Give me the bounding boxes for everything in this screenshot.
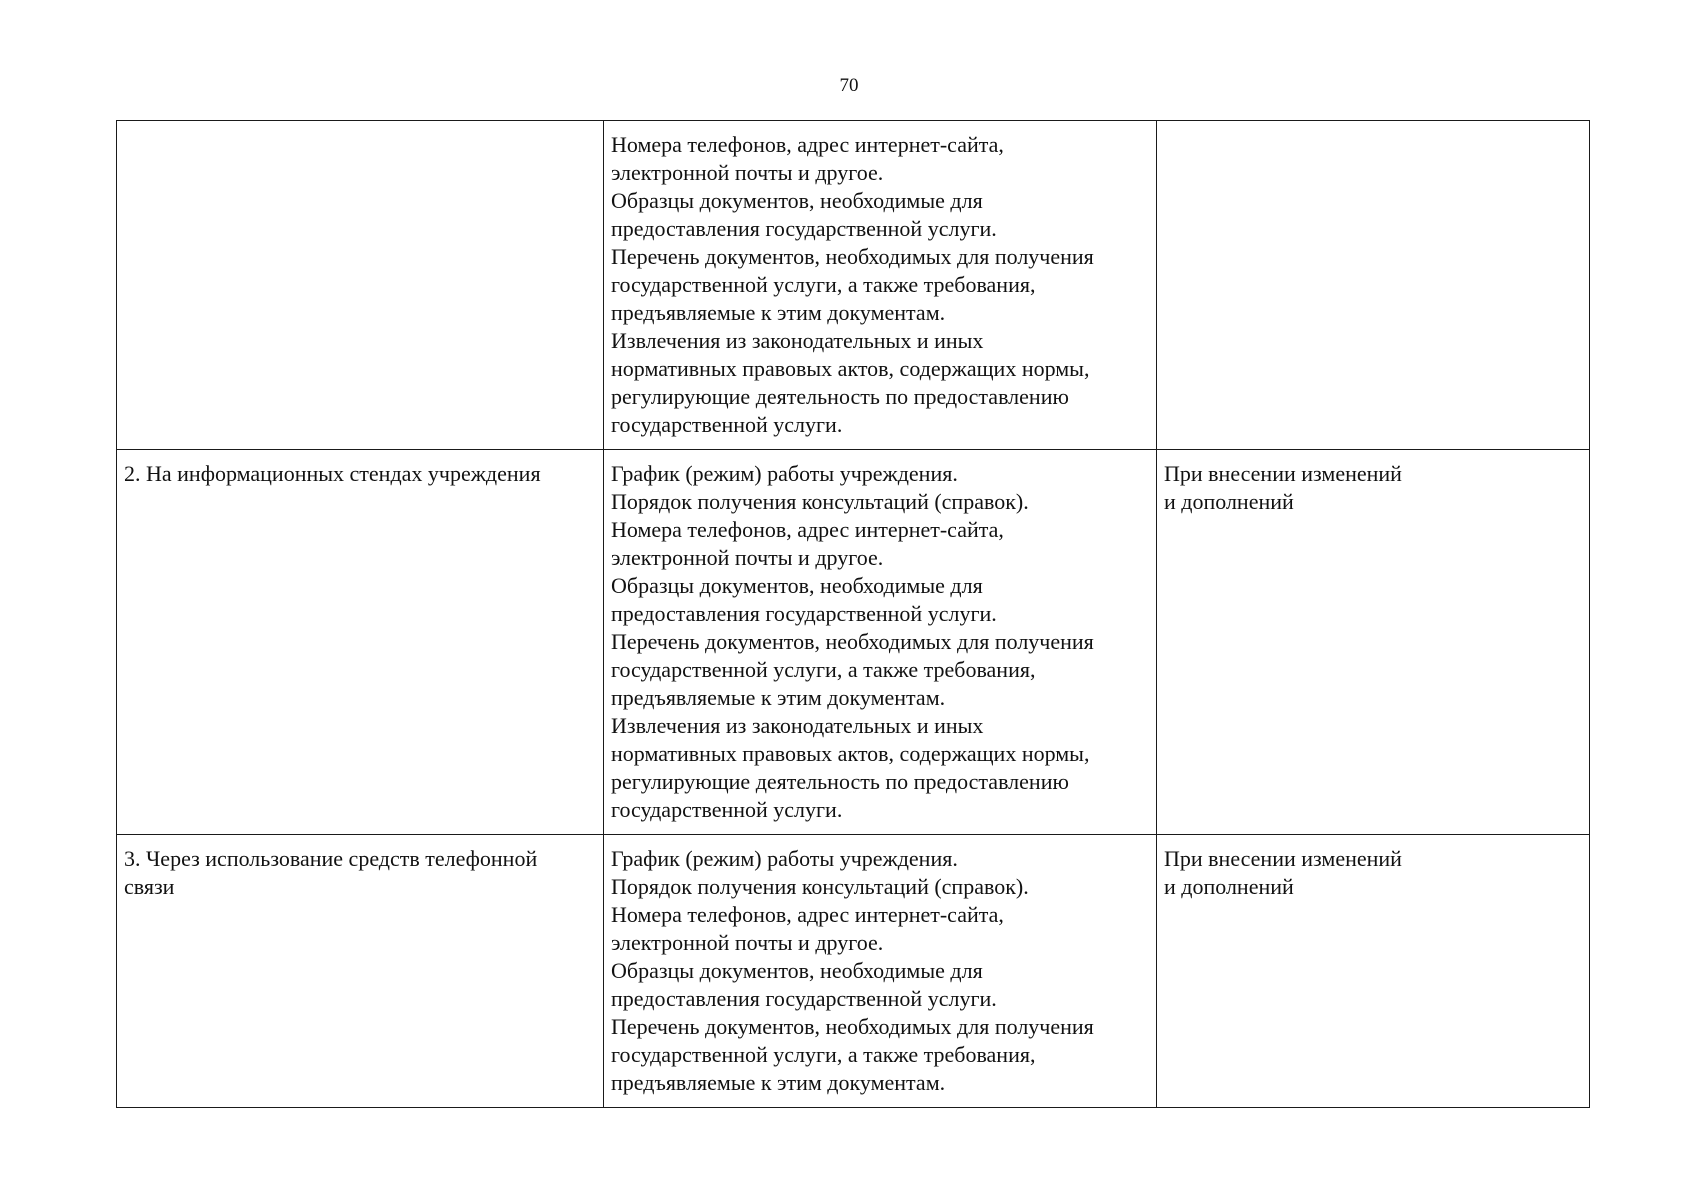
content-line: Перечень документов, необходимых для получения (611, 629, 1094, 654)
content-line: предъявляемые к этим документам. (611, 300, 946, 325)
content-line: Перечень документов, необходимых для получения (611, 1014, 1094, 1039)
content-line: предоставления государственной услуги. (611, 986, 997, 1011)
content-line: государственной услуги, а также требования, (611, 1042, 1036, 1067)
content-line: Перечень документов, необходимых для получения (611, 244, 1094, 269)
frequency-cell (1157, 121, 1590, 450)
content-line: электронной почты и другое. (611, 930, 884, 955)
content-line: Извлечения из законодательных и иных (611, 328, 984, 353)
content-line: Номера телефонов, адрес интернет-сайта, (611, 132, 1004, 157)
content-line: Номера телефонов, адрес интернет-сайта, (611, 517, 1004, 542)
content-line: государственной услуги, а также требования, (611, 272, 1036, 297)
frequency-line: При внесении изменений (1164, 846, 1402, 871)
content-cell (604, 450, 1157, 835)
method-line: 3. Через использование средств телефонной (124, 846, 538, 871)
method-cell (117, 835, 604, 1108)
content-line: государственной услуги. (611, 797, 843, 822)
table-row (117, 450, 1590, 835)
content-line: электронной почты и другое. (611, 545, 884, 570)
content-line: государственной услуги. (611, 412, 843, 437)
method-line: связи (124, 874, 175, 899)
frequency-cell (1157, 450, 1590, 835)
content-line: Образцы документов, необходимые для (611, 958, 983, 983)
content-line: Образцы документов, необходимые для (611, 188, 983, 213)
info-table-body (117, 121, 1590, 1108)
content-line: регулирующие деятельность по предоставлению (611, 769, 1069, 794)
frequency-line: При внесении изменений (1164, 461, 1402, 486)
content-line: Извлечения из законодательных и иных (611, 713, 984, 738)
content-cell (604, 121, 1157, 450)
method-cell (117, 450, 604, 835)
content-line: предъявляемые к этим документам. (611, 685, 946, 710)
method-cell (117, 121, 604, 450)
content-line: регулирующие деятельность по предоставлению (611, 384, 1069, 409)
table-row (117, 121, 1590, 450)
frequency-cell (1157, 835, 1590, 1108)
content-line: Порядок получения консультаций (справок). (611, 874, 1029, 899)
content-line: нормативных правовых актов, содержащих нормы, (611, 741, 1090, 766)
content-line: нормативных правовых актов, содержащих нормы, (611, 356, 1090, 381)
content-cell (604, 835, 1157, 1108)
info-table (116, 120, 1590, 1108)
content-line: предоставления государственной услуги. (611, 601, 997, 626)
table-row (117, 835, 1590, 1108)
frequency-line: и дополнений (1164, 489, 1294, 514)
content-line: предъявляемые к этим документам. (611, 1070, 946, 1095)
content-line: График (режим) работы учреждения. (611, 846, 958, 871)
content-line: Образцы документов, необходимые для (611, 573, 983, 598)
content-line: государственной услуги, а также требования, (611, 657, 1036, 682)
content-line: Порядок получения консультаций (справок). (611, 489, 1029, 514)
page-number: 70 (839, 75, 859, 96)
content-line: График (режим) работы учреждения. (611, 461, 958, 486)
frequency-line: и дополнений (1164, 874, 1294, 899)
content-line: электронной почты и другое. (611, 160, 884, 185)
content-line: Номера телефонов, адрес интернет-сайта, (611, 902, 1004, 927)
method-line: 2. На информационных стендах учреждения (124, 461, 541, 486)
content-line: предоставления государственной услуги. (611, 216, 997, 241)
